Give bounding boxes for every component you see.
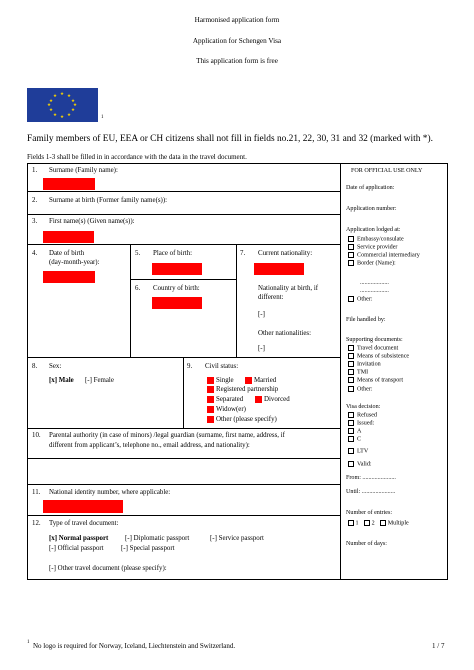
row-separator xyxy=(27,458,340,459)
supporting-documents-label: Supporting documents: xyxy=(346,337,403,343)
field-10-number: 10. xyxy=(32,432,41,439)
civil-status-married: Married xyxy=(254,377,277,384)
separated-checkbox-redacted[interactable] xyxy=(207,396,214,403)
field-8-number: 8. xyxy=(32,363,38,370)
field-5-number: 5. xyxy=(135,250,141,257)
field-3-label: First name(s) (Given name(s)): xyxy=(49,218,135,225)
decision-refused[interactable]: Refused xyxy=(348,412,377,420)
civil-status-registered-partnership: Registered partnership xyxy=(216,386,279,393)
field-5-redacted-value[interactable] xyxy=(152,263,202,275)
field-11-redacted-value[interactable] xyxy=(43,500,123,513)
official-column-divider xyxy=(340,163,341,580)
service-passport-option[interactable]: [-] Service passport xyxy=(210,535,264,542)
table-top-border xyxy=(27,163,448,164)
row-separator xyxy=(27,484,340,485)
table-right-border xyxy=(447,163,448,580)
field-7-number: 7. xyxy=(240,250,246,257)
valid-from-label: From: ...................... xyxy=(346,475,396,481)
application-number-label: Application number: xyxy=(346,206,397,212)
footnote-number: 1 xyxy=(27,640,30,645)
number-of-entries-label: Number of entries: xyxy=(346,510,393,516)
decision-ltv[interactable]: LTV xyxy=(348,448,368,456)
civil-status-divorced: Divorced xyxy=(264,396,290,403)
column-separator xyxy=(183,357,184,428)
support-means-of-transport[interactable]: Means of transport xyxy=(348,377,403,385)
table-bottom-border xyxy=(27,579,448,580)
support-travel-document[interactable]: Travel document xyxy=(348,345,398,353)
field-9-number: 9. xyxy=(187,363,193,370)
field-4-redacted-value[interactable] xyxy=(43,271,95,283)
other-nationalities-value[interactable]: [-] xyxy=(258,345,265,352)
field-4-label: Date of birth xyxy=(49,250,85,257)
nationality-at-birth-label-2: different: xyxy=(258,294,284,301)
decision-valid[interactable]: Valid: xyxy=(348,461,372,469)
field-6-number: 6. xyxy=(135,285,141,292)
support-tmi[interactable]: TMI xyxy=(348,369,368,377)
decision-type-a[interactable]: A xyxy=(348,428,361,436)
row-separator xyxy=(130,279,236,280)
row-separator xyxy=(27,428,340,429)
family-members-notice: Family members of EU, EEA or CH citizens shall not fill in fields no.21, 22, 30, 31 and 32 (marked with *). xyxy=(27,134,433,144)
sex-female-option[interactable]: [-] Female xyxy=(85,377,114,384)
special-passport-option[interactable]: [-] Special passport xyxy=(121,545,175,552)
form-title: Harmonised application form xyxy=(194,16,280,24)
row-separator xyxy=(27,244,340,245)
single-checkbox-redacted[interactable] xyxy=(207,377,214,384)
nationality-at-birth-value[interactable]: [-] xyxy=(258,311,265,318)
column-separator xyxy=(130,244,131,357)
field-2-label: Surname at birth (Former family name(s)): xyxy=(49,197,168,204)
fields-note: Fields 1-3 shall be filled in in accordance with the data in the travel document. xyxy=(27,153,247,161)
field-7-label: Current nationality: xyxy=(258,250,313,257)
lodged-embassy[interactable]: Embassy/consulate xyxy=(348,236,404,244)
field-8-label: Sex: xyxy=(49,363,62,370)
lodged-other[interactable]: Other: xyxy=(348,296,373,304)
eu-flag-logo: ★ ★ ★ ★ ★ ★ ★ ★ ★ ★ ★ ★ xyxy=(27,88,98,122)
row-separator xyxy=(27,515,340,516)
other-nationalities-label: Other nationalities: xyxy=(258,330,312,337)
diplomatic-passport-option[interactable]: [-] Diplomatic passport xyxy=(125,535,190,542)
form-subtitle: Application for Schengen Visa xyxy=(192,37,282,45)
footnote-marker: 1 xyxy=(101,115,104,120)
lodged-dots-1: ................... xyxy=(360,280,389,286)
form-free-note: This application form is free xyxy=(196,57,278,65)
column-separator xyxy=(236,244,237,357)
lodged-commercial-intermediary[interactable]: Commercial intermediary xyxy=(348,252,420,260)
field-11-number: 11. xyxy=(32,489,41,496)
field-4-label-format: (day-month-year): xyxy=(49,259,100,266)
lodged-at-label: Application lodged at: xyxy=(346,227,401,233)
field-1-number: 1. xyxy=(32,167,38,174)
entries-options[interactable]: 1 2 Multiple xyxy=(348,520,409,528)
lodged-service-provider[interactable]: Service provider xyxy=(348,244,397,252)
row-separator xyxy=(27,191,340,192)
lodged-border[interactable]: Border (Name): xyxy=(348,260,396,268)
field-10-label-2: different from applicant’s, telephone no., email address, and nationality): xyxy=(49,442,250,449)
sex-male-option[interactable]: [x] Male xyxy=(49,377,74,384)
field-3-redacted-value[interactable] xyxy=(43,231,94,243)
page-number: 1 / 7 xyxy=(432,642,445,650)
valid-until-label: Until: ...................... xyxy=(346,489,396,495)
civil-status-separated: Separated xyxy=(216,396,244,403)
field-12-label: Type of travel document: xyxy=(49,520,119,527)
decision-issued[interactable]: Issued: xyxy=(348,420,374,428)
field-5-label: Place of birth: xyxy=(153,250,193,257)
number-of-days-label: Number of days: xyxy=(346,541,387,547)
field-10-label: Parental authority (in case of minors) /legal guardian (surname, first name, address, if xyxy=(49,432,285,439)
field-3-number: 3. xyxy=(32,218,38,225)
date-of-application-label: Date of application: xyxy=(346,185,395,191)
field-9-label: Civil status: xyxy=(205,363,239,370)
civil-status-single: Single xyxy=(216,377,234,384)
row-separator xyxy=(27,214,340,215)
widow-checkbox-redacted[interactable] xyxy=(207,406,214,413)
support-means-of-subsistence[interactable]: Means of subsistence xyxy=(348,353,409,361)
civil-status-other: Other (please specify) xyxy=(216,416,277,423)
support-invitation[interactable]: Invitation xyxy=(348,361,381,369)
footnote-text: No logo is required for Norway, Iceland, Liechtenstein and Switzerland. xyxy=(33,642,236,650)
support-other[interactable]: Other: xyxy=(348,386,373,394)
lodged-dots-2: ................... xyxy=(360,288,389,294)
normal-passport-option[interactable]: [x] Normal passport xyxy=(49,535,109,542)
other-status-checkbox-redacted[interactable] xyxy=(207,416,214,423)
official-passport-option[interactable]: [-] Official passport xyxy=(49,545,104,552)
visa-decision-label: Visa decision: xyxy=(346,404,381,410)
table-left-border xyxy=(27,163,28,580)
registered-checkbox-redacted[interactable] xyxy=(207,386,214,393)
field-7-redacted-value[interactable] xyxy=(254,263,304,275)
married-checkbox-redacted[interactable] xyxy=(245,377,252,384)
official-use-title: FOR OFFICIAL USE ONLY xyxy=(351,168,423,174)
nationality-at-birth-label: Nationality at birth, if xyxy=(258,285,319,292)
field-1-label: Surname (Family name): xyxy=(49,167,118,174)
field-6-label: Country of birth: xyxy=(153,285,200,292)
file-handled-by-label: File handled by: xyxy=(346,317,386,323)
other-travel-document-option[interactable]: [-] Other travel document (please specify): xyxy=(49,565,167,572)
civil-status-widow: Widow(er) xyxy=(216,406,246,413)
field-6-redacted-value[interactable] xyxy=(152,297,202,309)
field-11-label: National identity number, where applicable: xyxy=(49,489,171,496)
field-2-number: 2. xyxy=(32,197,38,204)
field-12-number: 12. xyxy=(32,520,41,527)
divorced-checkbox-redacted[interactable] xyxy=(255,396,262,403)
field-4-number: 4. xyxy=(32,250,38,257)
field-1-redacted-value[interactable] xyxy=(43,178,95,190)
decision-type-c[interactable]: C xyxy=(348,436,361,444)
